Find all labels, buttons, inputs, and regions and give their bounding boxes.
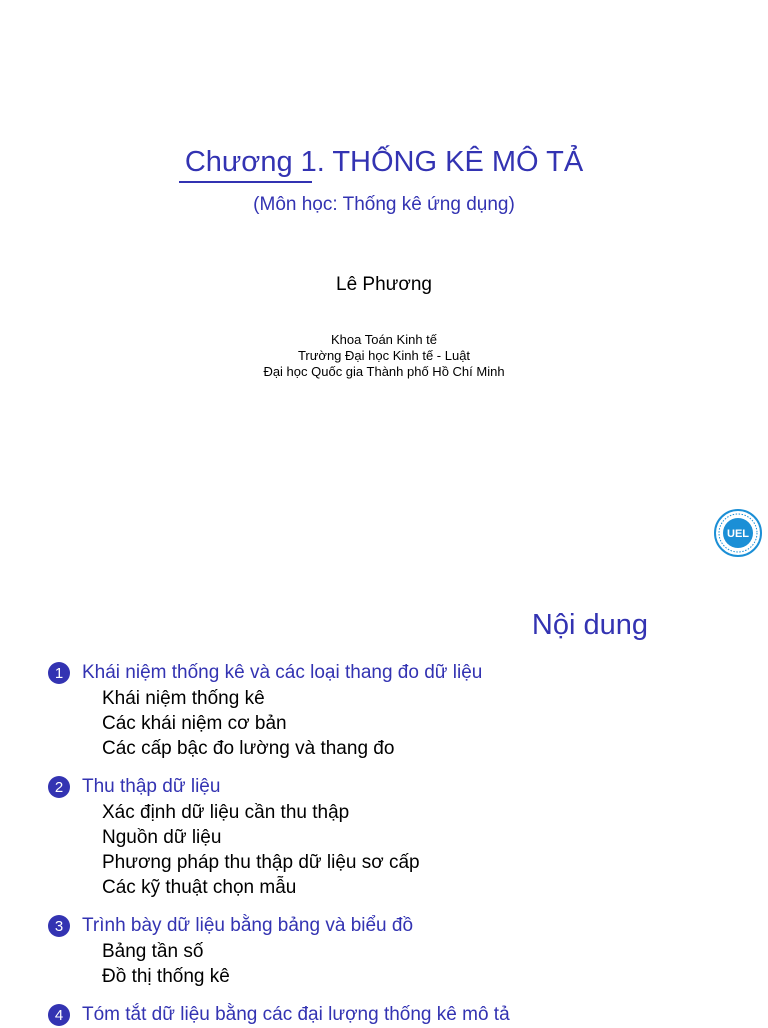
slide-subtitle: (Môn học: Thống kê ứng dụng) bbox=[253, 194, 515, 215]
subsection-item[interactable]: Các khái niệm cơ bản bbox=[102, 713, 287, 734]
uel-logo-icon bbox=[714, 509, 762, 557]
section-number-badge: 4 bbox=[48, 1004, 70, 1026]
subsection-item[interactable]: Xác định dữ liệu cần thu thập bbox=[102, 802, 350, 823]
outline-slide bbox=[0, 576, 768, 1024]
slide-title: Chương 1. THỐNG KÊ MÔ TẢ bbox=[184, 146, 584, 178]
affiliation bbox=[0, 332, 768, 380]
section-number-badge: 1 bbox=[48, 662, 70, 684]
section-label: Khái niệm thống kê và các loại thang đo dữ liệu bbox=[82, 662, 483, 683]
affiliation-line: Trường Đại học Kinh tế - Luật bbox=[297, 348, 471, 363]
section-number-badge: 3 bbox=[48, 915, 70, 937]
outline-list bbox=[48, 660, 748, 1028]
outline-section[interactable] bbox=[48, 1002, 748, 1028]
section-number-badge: 2 bbox=[48, 776, 70, 798]
author-name: Lê Phương bbox=[336, 274, 432, 295]
affiliation-line: Đại học Quốc gia Thành phố Hồ Chí Minh bbox=[263, 364, 505, 379]
subsection-item[interactable]: Các cấp bậc đo lường và thang đo bbox=[102, 738, 395, 759]
logo-text: UEL bbox=[727, 528, 749, 540]
outline-section[interactable] bbox=[48, 913, 748, 939]
affiliation-line: Khoa Toán Kinh tế bbox=[330, 332, 437, 347]
subsection-item[interactable]: Khái niệm thống kê bbox=[102, 688, 265, 709]
section-label: Thu thập dữ liệu bbox=[82, 776, 221, 797]
title-underline bbox=[179, 181, 312, 183]
subsection-item[interactable]: Đồ thị thống kê bbox=[102, 966, 230, 987]
outline-heading: Nội dung bbox=[531, 609, 648, 641]
outline-section[interactable] bbox=[48, 660, 748, 686]
subsection-item[interactable]: Các kỹ thuật chọn mẫu bbox=[102, 877, 297, 898]
subsection-item[interactable]: Phương pháp thu thập dữ liệu sơ cấp bbox=[102, 852, 420, 873]
subsection-item[interactable]: Nguồn dữ liệu bbox=[102, 827, 222, 848]
section-label: Tóm tắt dữ liệu bằng các đại lượng thống kê mô tả bbox=[82, 1004, 510, 1025]
section-label: Trình bày dữ liệu bằng bảng và biểu đồ bbox=[82, 915, 414, 936]
outline-section[interactable] bbox=[48, 774, 748, 800]
subsection-item[interactable]: Bảng tần số bbox=[102, 941, 204, 962]
